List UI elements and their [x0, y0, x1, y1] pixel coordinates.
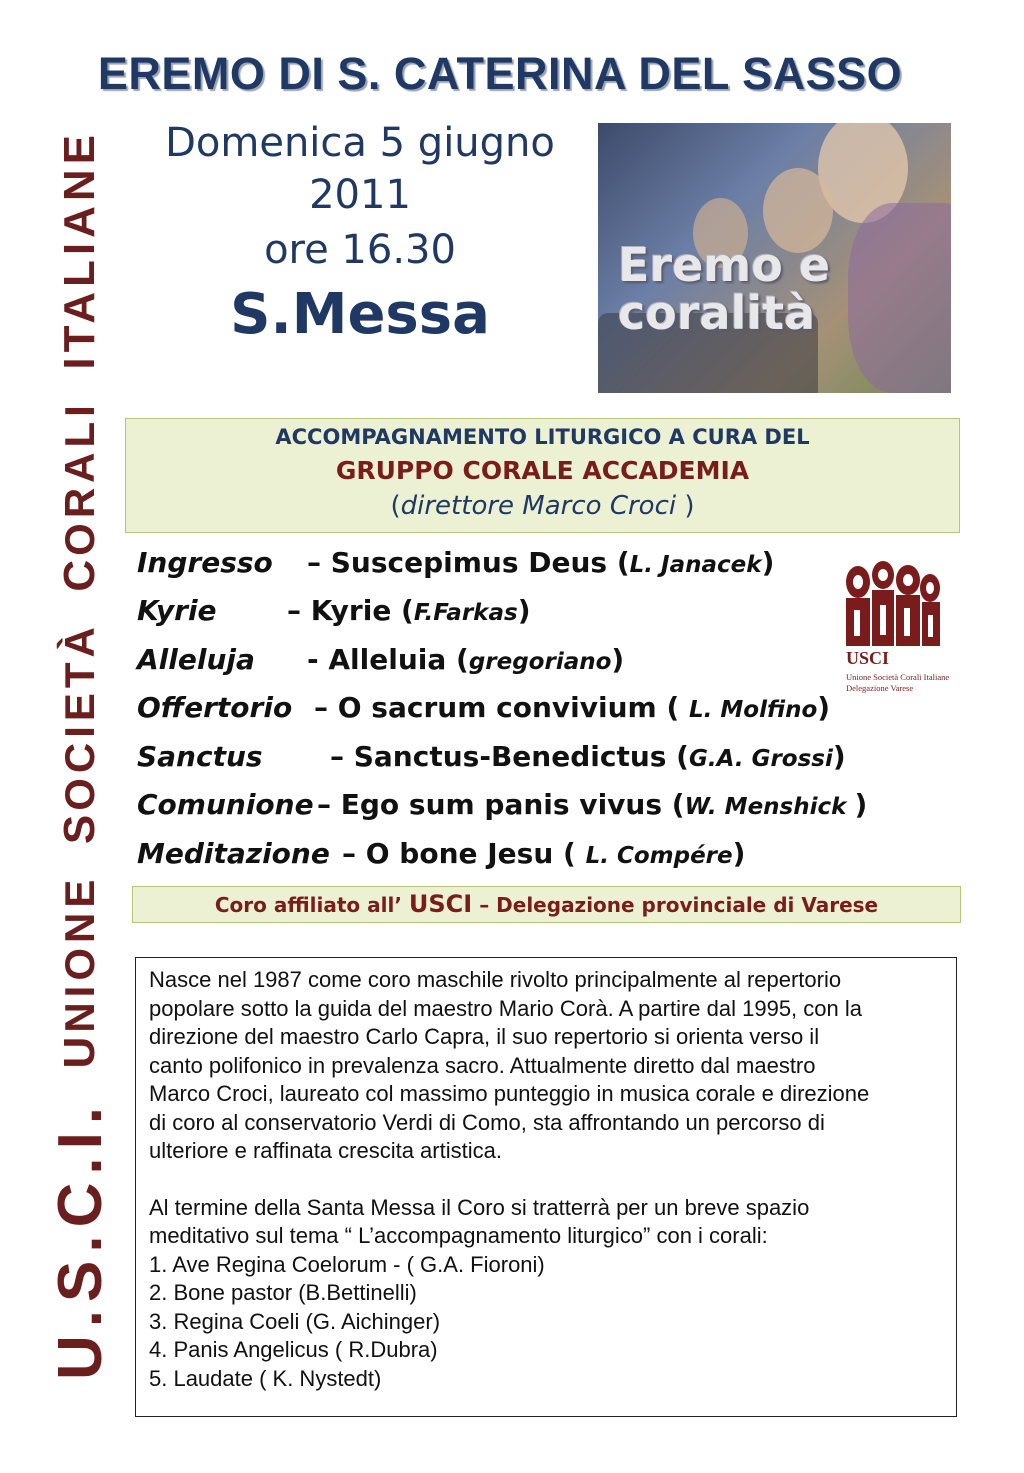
event-date: Domenica 5 giugno: [165, 120, 555, 166]
program-piece: Ego sum panis vivus (: [340, 788, 685, 821]
event-year: 2011: [309, 172, 411, 218]
program-part: Offertorio: [137, 691, 293, 724]
bio-line: di coro al conservatorio Verdi di Como, sta affrontando un percorso di: [149, 1109, 825, 1135]
program-composer: L. Janacek: [629, 552, 762, 578]
event-name: S.Messa: [230, 282, 490, 347]
bio-closing-line: Al termine della Santa Messa il Coro si tratterrà per un breve spazio: [149, 1194, 810, 1220]
program-piece: O sacrum convivium (: [337, 691, 689, 724]
program-part: Comunione: [137, 788, 314, 821]
bio-closing-line: meditativo sul tema “ L’accompagnamento liturgico” con i corali:: [149, 1223, 768, 1248]
bio-line: direzione del maestro Carlo Capra, il suo repertorio si orienta verso il: [149, 1024, 820, 1049]
program-close: ): [854, 788, 868, 821]
bio-line: ulteriore e raffinata crescita artistica.: [149, 1138, 502, 1163]
chorale-item: 2. Bone pastor (B.Bettinelli): [149, 1280, 417, 1305]
program-item: [137, 643, 857, 687]
program-item: [137, 740, 857, 784]
chorale-item: 5. Laudate ( K. Nystedt): [149, 1365, 382, 1391]
side-unione: [55, 875, 105, 1069]
event-photo: [598, 123, 951, 393]
program-piece: Suscepimus Deus (: [330, 546, 630, 579]
affiliation-bar: [132, 886, 961, 923]
program-composer: gregoriano: [468, 649, 612, 675]
program-item: [137, 594, 857, 638]
program-part: Sanctus: [137, 740, 263, 773]
bio-line: canto polifonico in prevalenza sacro. Attualmente diretto dal maestro: [149, 1052, 816, 1078]
program-part: Alleluja: [137, 643, 255, 676]
photo-title: [618, 238, 918, 340]
event-time: ore 16.30: [264, 227, 456, 273]
side-banner: [40, 130, 120, 1380]
bio-line: Nasce nel 1987 come coro maschile rivolto principalmente al repertorio: [149, 967, 842, 992]
program-composer: G.A. Grossi: [688, 746, 833, 772]
usci-logo: [838, 560, 948, 700]
director-close: ): [676, 491, 695, 521]
side-banner-text: [40, 130, 120, 1380]
program-piece: O bone Jesu (: [365, 837, 586, 870]
program-sep: –: [330, 740, 354, 773]
bio-line: Marco Croci, laureato col massimo punteggio in musica corale e direzione: [149, 1081, 870, 1106]
side-corali-initial: C: [55, 555, 104, 592]
accompaniment-box: [125, 418, 960, 533]
program-close: ): [732, 837, 746, 870]
director-open: (: [390, 491, 401, 521]
program-piece: Sanctus-Benedictus (: [353, 740, 689, 773]
photo-title-line1: Eremo e: [618, 238, 831, 292]
side-societa-initial: S: [55, 810, 104, 845]
choir-name: GRUPPO CORALE ACCADEMIA: [335, 456, 750, 485]
program-close: ): [761, 546, 775, 579]
side-corali-rest: ORALI: [56, 400, 103, 556]
side-italiane: ITALIANE: [55, 130, 104, 370]
program-sep: –: [317, 788, 341, 821]
program-piece: Alleluia (: [328, 643, 469, 676]
photo-title-line2: coralità: [618, 286, 816, 340]
side-societa-rest: OCIETÀ: [56, 622, 103, 811]
chorale-item: 3. Regina Coeli (G. Aichinger): [149, 1308, 441, 1334]
side-societa: [55, 622, 105, 844]
program-sep: –: [314, 691, 338, 724]
program-composer: F.Farkas: [413, 600, 518, 626]
program-piece: Kyrie (: [310, 594, 414, 627]
program-item: [137, 691, 857, 735]
program-item: [137, 837, 857, 881]
program-close: ): [517, 594, 531, 627]
choir-bio: [135, 957, 957, 1417]
side-corali: [55, 400, 105, 591]
paragraph-gap: [149, 1166, 944, 1194]
affiliation-prefix: Coro affiliato all’: [214, 893, 409, 917]
program-item: [137, 546, 857, 590]
program-sep: –: [342, 837, 366, 870]
program-composer: L. Compére: [585, 843, 733, 869]
program-part: Kyrie: [137, 594, 217, 627]
side-unione-initial: U: [55, 1032, 104, 1069]
logo-subtitle: Delegazione Varese: [846, 683, 914, 693]
program-sep: -: [307, 643, 329, 676]
affiliation-suffix: – Delegazione provinciale di Varese: [472, 893, 879, 917]
director-line: [126, 491, 959, 521]
chorale-list: [149, 1251, 944, 1394]
program-part: Meditazione: [137, 837, 330, 870]
program-composer: L. Molfino: [689, 697, 818, 723]
program-close: ): [611, 643, 625, 676]
program-sep: –: [287, 594, 311, 627]
accompaniment-heading: ACCOMPAGNAMENTO LITURGICO A CURA DEL: [275, 425, 810, 449]
logo-subtitle: Unione Società Corali Italiane: [846, 672, 950, 682]
program-sep: –: [307, 546, 331, 579]
director-name: direttore Marco Croci: [400, 491, 677, 521]
chorale-item: 4. Panis Angelicus ( R.Dubra): [149, 1337, 438, 1362]
bio-line: popolare sotto la guida del maestro Mario Corà. A partire dal 1995, con la: [149, 995, 862, 1021]
program-item: [137, 788, 868, 832]
usci-logo-icon: [838, 560, 948, 650]
page-title: EREMO DI S. CATERINA DEL SASSO: [97, 48, 903, 99]
program-part: Ingresso: [137, 546, 273, 579]
side-unione-rest: NIONE: [56, 874, 103, 1033]
affiliation-usci: USCI: [408, 890, 473, 918]
program-close: ): [817, 691, 831, 724]
program-composer: W. Menshick: [684, 794, 855, 820]
logo-name: USCI: [846, 648, 890, 668]
side-usci: U.S.C.I.: [45, 1098, 115, 1380]
program-close: ): [832, 740, 846, 773]
chorale-item: 1. Ave Regina Coelorum - ( G.A. Fioroni): [149, 1251, 545, 1277]
